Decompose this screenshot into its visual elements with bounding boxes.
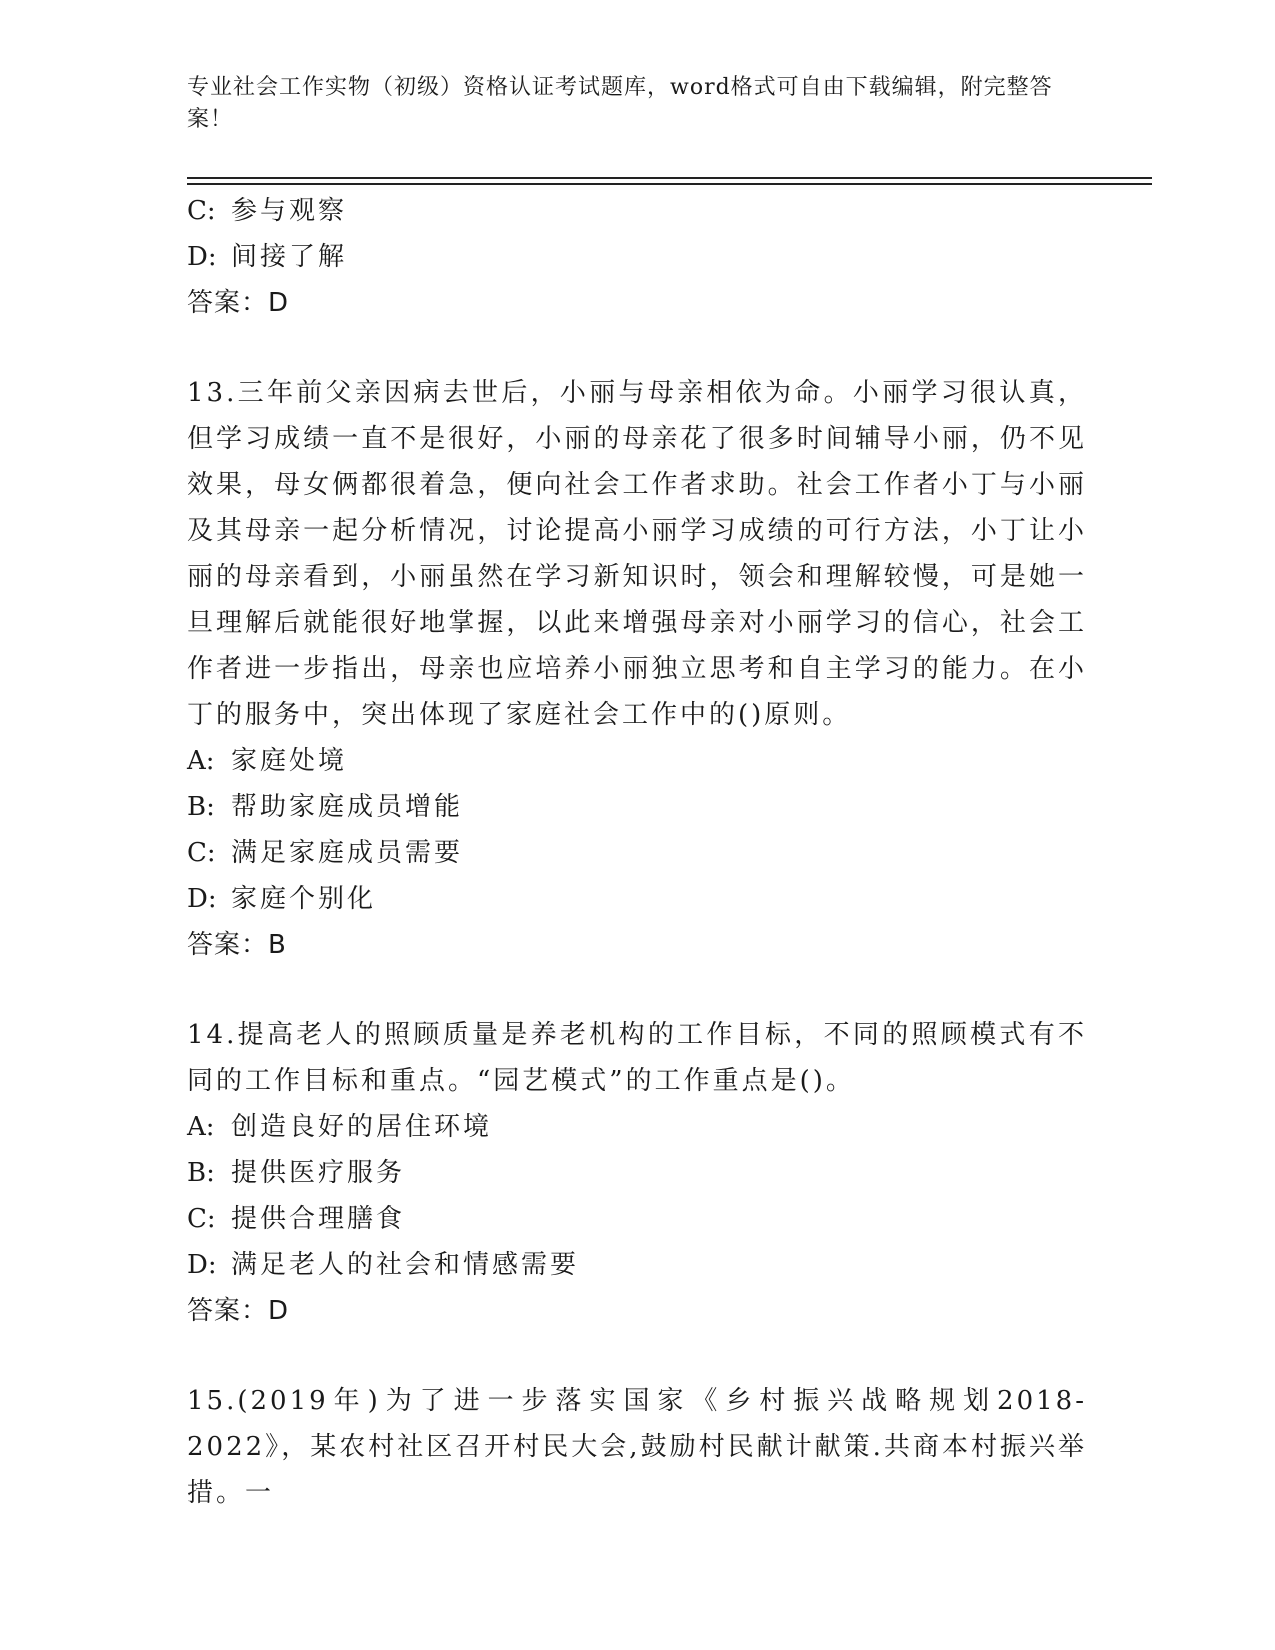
q14-option-c: C: 提供合理膳食 — [187, 1204, 406, 1234]
q12-option-c: C: 参与观察 — [187, 196, 348, 226]
header-rule-top — [187, 177, 1152, 179]
q14-option-d: D: 满足老人的社会和情感需要 — [187, 1250, 580, 1280]
q12-answer: 答案：D — [187, 288, 290, 318]
q13-option-a: A: 家庭处境 — [187, 746, 348, 776]
q14-option-b: B: 提供医疗服务 — [187, 1158, 406, 1188]
q14-option-a: A: 创造良好的居住环境 — [187, 1112, 493, 1142]
q14-stem: 14.提高老人的照顾质量是养老机构的工作目标，不同的照顾模式有不同的工作目标和重点。“园艺模式”的工作重点是()。 — [187, 1020, 1087, 1096]
q13-option-c: C: 满足家庭成员需要 — [187, 838, 464, 868]
q12-option-d: D: 间接了解 — [187, 242, 348, 272]
q13-option-d: D: 家庭个别化 — [187, 884, 377, 914]
page-header: 专业社会工作实物（初级）资格认证考试题库，word格式可自由下载编辑，附完整答案！ — [187, 75, 1053, 132]
header-rule-bottom — [187, 183, 1152, 185]
q13-stem: 13.三年前父亲因病去世后，小丽与母亲相依为命。小丽学习很认真，但学习成绩一直不是很好，小丽的母亲花了很多时间辅导小丽，仍不见效果，母女俩都很着急，便向社会工作者求助。社会工作者小丁与小丽及其母亲一起分析情况，讨论提高小丽学习成绩的可行方法，小丁让小丽的母亲看到，小丽虽然在学习新知识时，领会和理解较慢，可是她一旦理解后就能很好地掌握，以此来增强母亲对小丽学习的信心，社会工作者进一步指出，母亲也应培养小丽独立思考和自主学习的能力。在小丁的服务中，突出体现了家庭社会工作中的()原则。 — [187, 378, 1087, 730]
question-content — [187, 188, 1087, 1516]
q13-option-b: B: 帮助家庭成员增能 — [187, 792, 464, 822]
q15-stem: 15.(2019年)为了进一步落实国家《乡村振兴战略规划2018-2022》，某农村社区召开村民大会,鼓励村民献计献策.共商本村振兴举措。一 — [187, 1386, 1087, 1508]
q14-answer: 答案：D — [187, 1296, 290, 1326]
q13-answer: 答案：B — [187, 930, 287, 960]
